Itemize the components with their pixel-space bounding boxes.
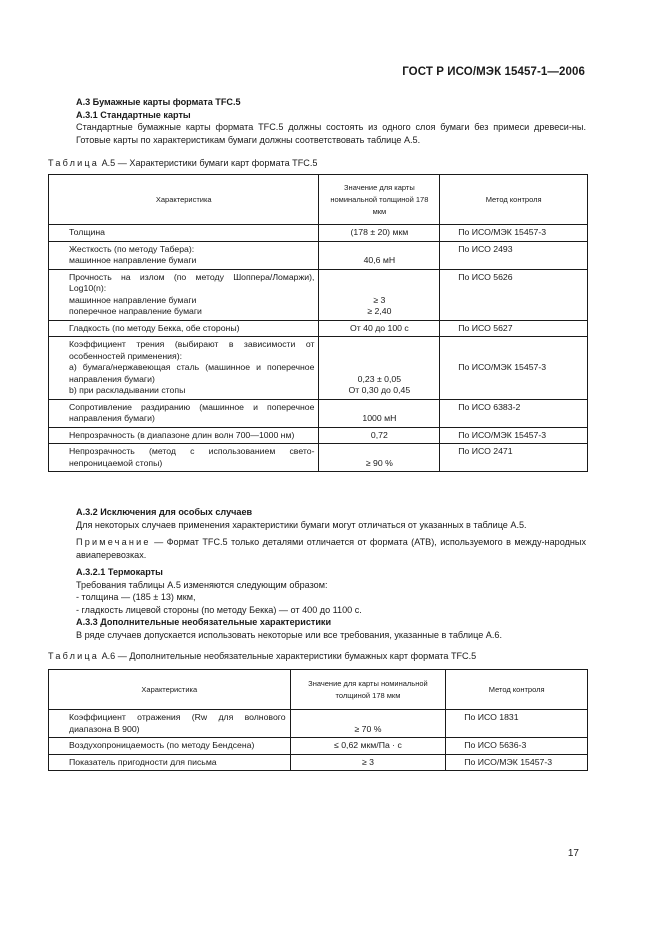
table-row [49, 444, 588, 472]
table-row [49, 399, 588, 427]
row-char: Воздухопроницаемость (по методу Бендсена) [49, 738, 291, 755]
table-a5-caption-label: Таблица [48, 158, 100, 168]
table-row [49, 427, 588, 444]
row-value: ≥ 70 % [290, 710, 446, 738]
row-method: По ИСО 5626 [440, 269, 588, 320]
table-row [49, 320, 588, 337]
section-a31-text: Стандартные бумажные карты формата TFC.5 должны состоять из одного слоя бумаги без примеси древеси-ны. Готовые карты по характеристикам бумаги должны соответствовать таблице А.5. [76, 122, 586, 145]
list-item: - гладкость лицевой стороны (по методу Бекка) — от 400 до 1100 с. [76, 604, 362, 615]
row-method: По ИСО/МЭК 15457-3 [440, 427, 588, 444]
note-label: Примечание [76, 537, 151, 547]
note [76, 536, 586, 561]
row-value [319, 337, 440, 400]
table-row [49, 225, 588, 242]
page-number: 17 [567, 848, 579, 859]
section-a31-title: А.3.1 Стандартные карты [76, 109, 191, 120]
row-value: От 40 до 100 с [319, 320, 440, 337]
row-char-line: Жесткость (по методу Табера): машинное направление бумаги [69, 243, 197, 265]
section-a3-title: А.3 Бумажные карты формата TFC.5 [76, 97, 241, 107]
table-a6-caption-label: Таблица [48, 651, 100, 661]
table-row [49, 269, 588, 320]
table-a6-header-value: Значение для карты номинальной толщиной 178 мкм [290, 670, 446, 710]
row-char [49, 337, 319, 400]
row-method: По ИСО 2493 [440, 241, 588, 269]
table-a5-header-value: Значение для карты номинальной толщиной 178 мкм [319, 175, 440, 225]
row-method: По ИСО 6383-2 [440, 399, 588, 427]
row-value: 40,6 мН [319, 241, 440, 269]
row-char-line: Коэффициент трения (выбирают в зависимости от особенностей применения): а) бумага/нержавеющая сталь (машинное и поперечное направления бумаги) b) при раскладывании стопы [69, 339, 315, 395]
row-value [319, 269, 440, 320]
table-a5-caption-text: А.5 — Характеристики бумаги карт формата TFC.5 [99, 158, 318, 168]
row-value: 0,72 [319, 427, 440, 444]
table-row [49, 738, 588, 755]
row-char [49, 241, 319, 269]
section-a32-title: А.3.2 Исключения для особых случаев [76, 507, 253, 517]
row-char [49, 269, 319, 320]
row-char-line: Прочность на излом (по методу Шоппера/Ломаржи), Log10(n): машинное направление бумаги поперечное направление бумаги [69, 271, 315, 316]
row-method: По ИСО 1831 [446, 710, 588, 738]
row-value-line: 0,23 ± 0,05 От 0,30 до 0,45 [348, 373, 411, 395]
row-char: Гладкость (по методу Бекка, обе стороны) [49, 320, 319, 337]
table-a6-caption [48, 651, 476, 661]
section-a32-text: Для некоторых случаев применения характеристики бумаги могут отличаться от указанных в таблице А.5. [76, 519, 527, 530]
row-value: (178 ± 20) мкм [319, 225, 440, 242]
row-char: Толщина [49, 225, 319, 242]
table-a5-header-method: Метод контроля [440, 175, 588, 225]
row-char: Непрозрачность (метод с использованием свето-непроницаемой стопы) [49, 444, 319, 472]
note-text: — Формат TFC.5 только деталями отличается от формата (ATB), используемого в между-народных авиаперевозках. [76, 537, 586, 560]
table-a5-header-row [49, 175, 588, 225]
row-method: По ИСО/МЭК 15457-3 [446, 754, 588, 771]
table-row [49, 337, 588, 400]
row-method: По ИСО/МЭК 15457-3 [440, 337, 588, 400]
section-a321-intro: Требования таблицы А.5 изменяются следующим образом: [76, 579, 328, 590]
table-a6-header-char: Характеристика [49, 670, 291, 710]
row-char: Коэффициент отражения (Rw для волнового диапазона В 900) [49, 710, 291, 738]
table-a6 [48, 669, 588, 771]
row-method: По ИСО 2471 [440, 444, 588, 472]
row-char: Непрозрачность (в диапазоне длин волн 700—1000 нм) [49, 427, 319, 444]
table-row [49, 754, 588, 771]
table-a5-caption [48, 158, 317, 168]
table-a6-caption-text: А.6 — Дополнительные необязательные характеристики бумажных карт формата TFC.5 [99, 651, 477, 661]
row-value-line: ≥ 3 ≥ 2,40 [367, 294, 392, 316]
table-row [49, 710, 588, 738]
section-a3 [76, 96, 586, 146]
standard-header: ГОСТ Р ИСО/МЭК 15457-1—2006 [402, 66, 585, 78]
table-a5-header-char: Характеристика [49, 175, 319, 225]
row-method: По ИСО 5636-3 [446, 738, 588, 755]
table-a5 [48, 174, 588, 472]
row-value: ≤ 0,62 мкм/Па · с [290, 738, 446, 755]
section-a33-title: А.3.3 Дополнительные необязательные характеристики [76, 617, 332, 627]
row-char: Сопротивление раздиранию (машинное и поперечное направления бумаги) [49, 399, 319, 427]
section-a321-title: А.3.2.1 Термокарты [76, 567, 163, 577]
list-item: - толщина — (185 ± 13) мкм, [76, 592, 196, 602]
row-value: 1000 мН [319, 399, 440, 427]
row-method: По ИСО 5627 [440, 320, 588, 337]
table-row [49, 241, 588, 269]
section-a32 [76, 506, 586, 641]
section-a33-text: В ряде случаев допускается использовать некоторые или все требования, указанные в таблице А.6. [76, 629, 502, 640]
row-method: По ИСО/МЭК 15457-3 [440, 225, 588, 242]
table-a6-header-row [49, 670, 588, 710]
table-a6-header-method: Метод контроля [446, 670, 588, 710]
row-value: ≥ 90 % [319, 444, 440, 472]
row-value: ≥ 3 [290, 754, 446, 771]
row-char: Показатель пригодности для письма [49, 754, 291, 771]
